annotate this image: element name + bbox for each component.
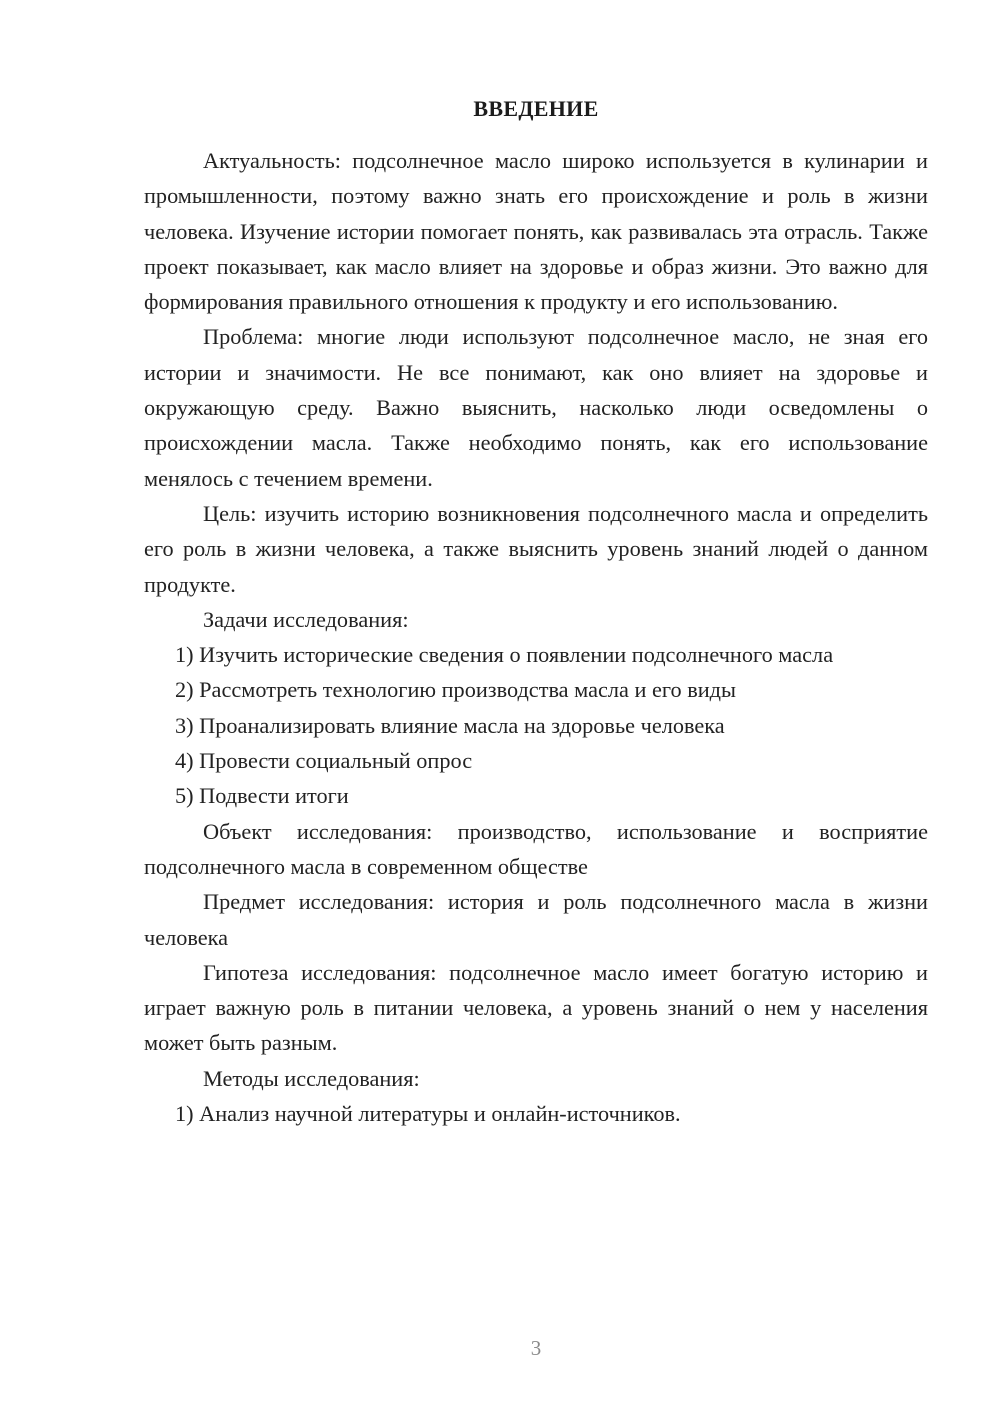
paragraph-problem: Проблема: многие люди используют подсолнечное масло, не зная его истории и значимости. Не все понимают, как оно влияет на здоровье и окружающую среду. Важно выяснить, насколько люди осведомлены о происхождении масла. Также необходимо понять, как его использование менялось с течением времени. bbox=[144, 324, 928, 491]
body-text bbox=[144, 143, 928, 1131]
paragraph-relevance: Актуальность: подсолнечное масло широко используется в кулинарии и промышленности, поэтому важно знать его происхождение и роль в жизни человека. Изучение истории помогает понять, как развивалась эта отрасль. Также проект показывает, как масло влияет на здоровье и образ жизни. Это важно для формирования правильного отношения к продукту и его использованию. bbox=[144, 148, 928, 315]
task-item-5: 5) Подвести итоги bbox=[175, 783, 349, 809]
section-heading: ВВЕДЕНИЕ bbox=[473, 96, 599, 121]
methods-heading: Методы исследования: bbox=[203, 1065, 420, 1091]
paragraph-hypothesis: Гипотеза исследования: подсолнечное масло имеет богатую историю и играет важную роль в питании человека, а уровень знаний о нем у населения может быть разным. bbox=[144, 959, 928, 1056]
task-item-3: 3) Проанализировать влияние масла на здоровье человека bbox=[175, 712, 725, 738]
task-item-4: 4) Провести социальный опрос bbox=[175, 748, 473, 774]
tasks-heading: Задачи исследования: bbox=[203, 606, 409, 632]
task-item-1: 1) Изучить исторические сведения о появлении подсолнечного масла bbox=[175, 642, 834, 668]
paragraph-goal: Цель: изучить историю возникновения подсолнечного масла и определить его роль в жизни человека, а также выяснить уровень знаний людей о данном продукте. bbox=[144, 500, 928, 597]
task-item-2: 2) Рассмотреть технологию производства масла и его виды bbox=[175, 677, 737, 703]
method-item-1: 1) Анализ научной литературы и онлайн-источников. bbox=[175, 1101, 681, 1127]
paragraph-subject: Предмет исследования: история и роль подсолнечного масла в жизни человека bbox=[144, 889, 928, 950]
paragraph-object: Объект исследования: производство, использование и восприятие подсолнечного масла в современном обществе bbox=[144, 818, 928, 879]
page-number: 3 bbox=[530, 1336, 542, 1360]
